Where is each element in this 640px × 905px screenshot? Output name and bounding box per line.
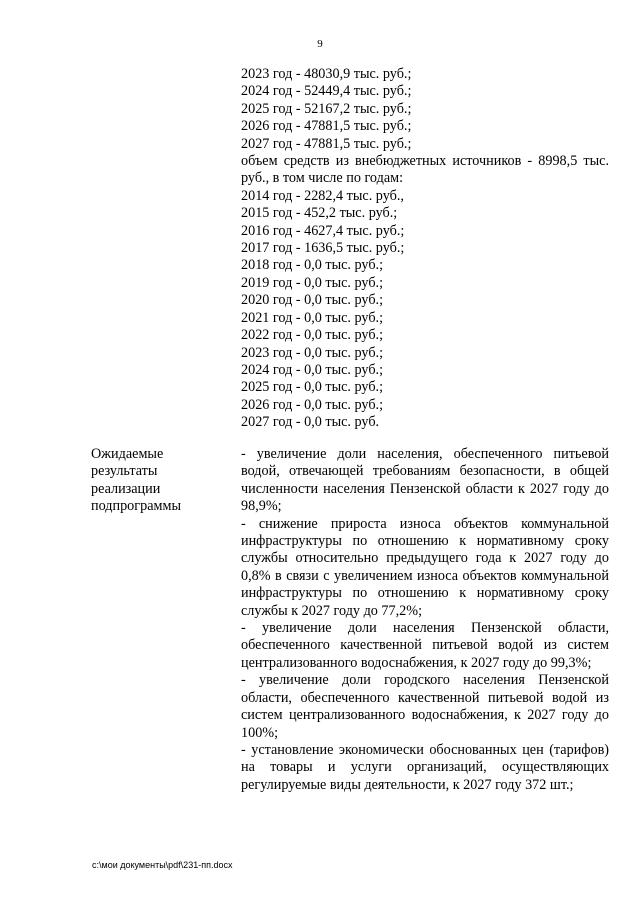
budget-year-2026: 2026 год - 47881,5 тыс. руб.; xyxy=(241,118,412,135)
extrabudget-year-2014: 2014 год - 2282,4 тыс. руб., xyxy=(241,187,404,204)
extrabudget-year-2016: 2016 год - 4627,4 тыс. руб.; xyxy=(241,222,405,239)
budget-year-2025: 2025 год - 52167,2 тыс. руб.; xyxy=(241,100,412,117)
extrabudget-year-2021: 2021 год - 0,0 тыс. руб.; xyxy=(241,309,384,326)
funding-by-year-list xyxy=(241,66,609,432)
extrabudget-intro: объем средств из внебюджетных источников - 8998,5 тыс. руб., в том числе по годам: xyxy=(241,153,609,187)
footer-file-path: c:\мои документы\pdf\231-пп.docx xyxy=(92,860,233,870)
budget-year-2023: 2023 год - 48030,9 тыс. руб.; xyxy=(241,66,412,82)
expected-results-label xyxy=(91,446,231,516)
extrabudget-year-2024: 2024 год - 0,0 тыс. руб.; xyxy=(241,361,384,378)
extrabudget-year-2019: 2019 год - 0,0 тыс. руб.; xyxy=(241,274,384,291)
extrabudget-year-2022: 2022 год - 0,0 тыс. руб.; xyxy=(241,327,384,344)
extrabudget-year-2025: 2025 год - 0,0 тыс. руб.; xyxy=(241,379,384,396)
result-item-urban-water-share: - увеличение доли городского населения Пензенской области, обеспеченного качественной питьевой водой из систем централизованного водоснабжения, к 2027 году до 100%; xyxy=(241,672,609,741)
results-label-line: подпрограммы xyxy=(91,498,181,515)
expected-results-list xyxy=(241,446,609,794)
results-label-line: результаты xyxy=(91,463,158,480)
result-item-infrastructure-wear: - снижение прироста износа объектов коммунальной инфраструктуры по отношению к нормативному сроку службы относительно предыдущего года к 2027 году до 0,8% в связи с увеличением износа объектов коммунальной инфраструктуры по отношению к нормативному сроку службы к 2027 году до 77,2%; xyxy=(241,515,609,619)
result-item-tariffs: - установление экономически обоснованных цен (тарифов) на товары и услуги организаций, осуществляющих регулируемые виды деятельности, к 2027 году 372 шт.; xyxy=(241,741,609,793)
budget-year-2024: 2024 год - 52449,4 тыс. руб.; xyxy=(241,83,412,100)
results-label-line: реализации xyxy=(91,480,161,497)
extrabudget-year-2027: 2027 год - 0,0 тыс. руб. xyxy=(241,414,380,431)
page-number: 9 xyxy=(317,38,323,50)
extrabudget-year-2015: 2015 год - 452,2 тыс. руб.; xyxy=(241,205,398,222)
extrabudget-year-2026: 2026 год - 0,0 тыс. руб.; xyxy=(241,396,384,413)
result-item-centralized-water-share: - увеличение доли населения Пензенской области, обеспеченного качественной питьевой водой из систем централизованного водоснабжения, к 2027 году до 99,3%; xyxy=(241,620,609,671)
extrabudget-year-2023: 2023 год - 0,0 тыс. руб.; xyxy=(241,344,384,361)
extrabudget-year-2018: 2018 год - 0,0 тыс. руб.; xyxy=(241,257,384,274)
budget-year-2027: 2027 год - 47881,5 тыс. руб.; xyxy=(241,135,412,152)
extrabudget-year-2017: 2017 год - 1636,5 тыс. руб.; xyxy=(241,240,405,257)
result-item-drinking-water-share: - увеличение доли населения, обеспеченного питьевой водой, отвечающей требованиям безопасности, в общей численности населения Пензенской области к 2027 году до 98,9%; xyxy=(241,446,609,515)
extrabudget-year-2020: 2020 год - 0,0 тыс. руб.; xyxy=(241,292,384,309)
results-label-line: Ожидаемые xyxy=(91,446,164,462)
